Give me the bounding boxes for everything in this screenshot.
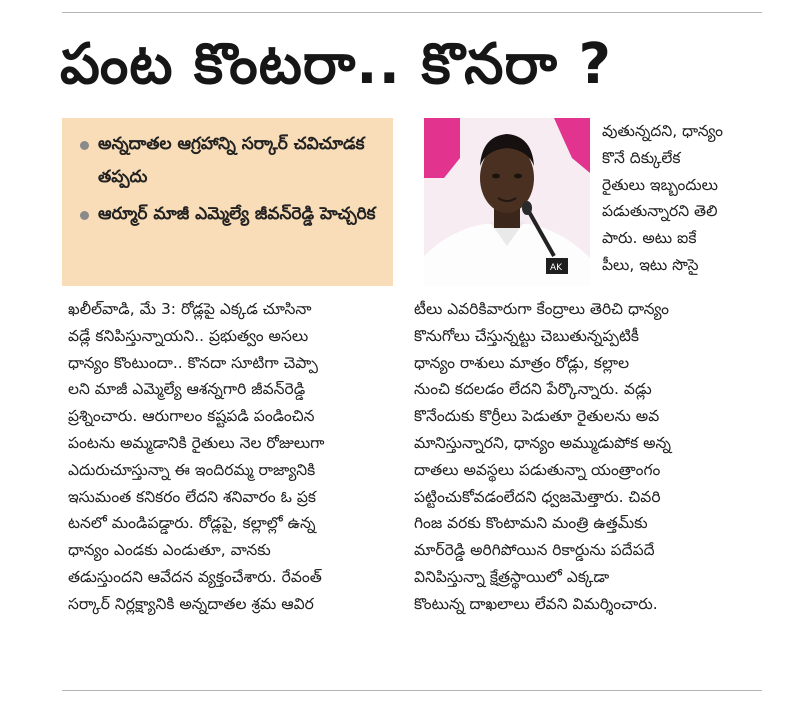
body-line: వడ్లే కనిపిస్తున్నాయని.. ప్రభుత్వం అసలు [68, 326, 309, 345]
body-line: కొంటున్న దాఖలాలు లేవని విమర్శించారు. [414, 594, 658, 613]
body-line: లని మాజీ ఎమ్మెల్యే ఆశన్నగారి జీవన్‌రెడ్డి [68, 380, 306, 399]
bottom-rule [62, 690, 762, 691]
highlight-item [80, 198, 381, 231]
body-line: కొనేందుకు కొర్రీలు పెడుతూ రైతులను అవ [414, 407, 660, 426]
body-line: పీలు, ఇటు సొసై [602, 255, 699, 274]
body-line: పంటను అమ్మడానికి రైతులు నెల రోజులుగా [68, 433, 325, 452]
body-line: ప్రశ్నించారు. ఆరుగాలం కష్టపడి పండించిన [68, 407, 315, 426]
body-line: పడుతున్నారని తెలి [602, 202, 718, 221]
bullet-icon [80, 141, 89, 150]
body-line: తడుస్తుందని ఆవేదన వ్యక్తంచేశారు. రేవంత్ [68, 567, 322, 586]
body-line: ఇసుమంత కనికరం లేదని శనివారం ఓ ప్రక [68, 487, 316, 506]
body-line: సర్కార్ నిర్లక్ష్యానికి అన్నదాతల శ్రమ ఆవిర [68, 594, 314, 613]
body-column-left [68, 296, 395, 618]
speaker-portrait-icon [424, 118, 590, 286]
body-line: పారు. అటు ఐకే [602, 229, 697, 248]
speaker-photo [424, 118, 590, 286]
body-column-right-top [602, 118, 762, 279]
body-line: కొనుగోలు చేస్తున్నట్టు చెబుతున్నప్పటికీ [414, 326, 640, 345]
body-line: ధాన్యం రాశులు మాత్రం రోడ్లు, కల్లాల [414, 353, 630, 372]
highlight-text: ఆర్మూర్ మాజీ ఎమ్మెల్యే జీవన్‌రెడ్డి హెచ్చరిక [98, 204, 376, 224]
body-line: ధాన్యం కొంటుందా.. కొనదా సూటిగా చెప్పా [68, 353, 318, 372]
top-rule [62, 12, 762, 13]
body-line: టీలు ఎవరికివారుగా కేంద్రాలు తెరిచి ధాన్యం [414, 300, 669, 318]
body-line: ఖలీల్‌వాడి, మే 3: రోడ్లపై ఎక్కడ చూసినా [68, 300, 312, 318]
bullet-icon [80, 211, 89, 220]
body-line: దాతలు అవస్థలు పడుతున్నా యంత్రాంగం [414, 460, 661, 479]
body-line: రైతులు ఇబ్బందులు [602, 175, 719, 194]
body-line: ధాన్యం ఎండకు ఎండుతూ, వానకు [68, 541, 271, 560]
body-line: ఎదురుచూస్తున్నా ఈ ఇందిరమ్మ రాజ్యానికి [68, 460, 316, 479]
body-line: మార్‌రెడ్డి అరిగిపోయిన రికార్డును పదేపదే [414, 541, 655, 560]
highlights-box [62, 118, 393, 286]
body-line: కొనే దిక్కులేక [602, 148, 681, 167]
highlight-text: అన్నదాతల ఆగ్రహాన్ని సర్కార్ చవిచూడక తప్పదు [98, 134, 365, 187]
article-headline: పంట కొంటరా.. కొనరా ? [60, 32, 612, 97]
highlight-item [80, 128, 381, 194]
mic-label: AK [550, 263, 563, 273]
body-line: టనలో మండిపడ్డారు. రోడ్లపై, కల్లాల్లో ఉన్న [68, 514, 316, 533]
body-line: వినిపిస్తున్నా క్షేత్రస్థాయిలో ఎక్కడా [414, 567, 610, 586]
body-line: వుతున్నదని, ధాన్యం [602, 122, 724, 140]
body-line: పట్టించుకోవడంలేదని ధ్వజమెత్తారు. చివరి [414, 487, 661, 506]
body-line: మానిస్తున్నారని, ధాన్యం అమ్ముడుపోక అన్న [414, 433, 672, 452]
body-line: గింజ వరకు కొంటామని మంత్రి ఉత్తమ్‌కు [414, 514, 648, 533]
body-line: నుంచి కదలడం లేదని పేర్కొన్నారు. వడ్లు [414, 380, 652, 399]
body-column-right [414, 296, 762, 618]
